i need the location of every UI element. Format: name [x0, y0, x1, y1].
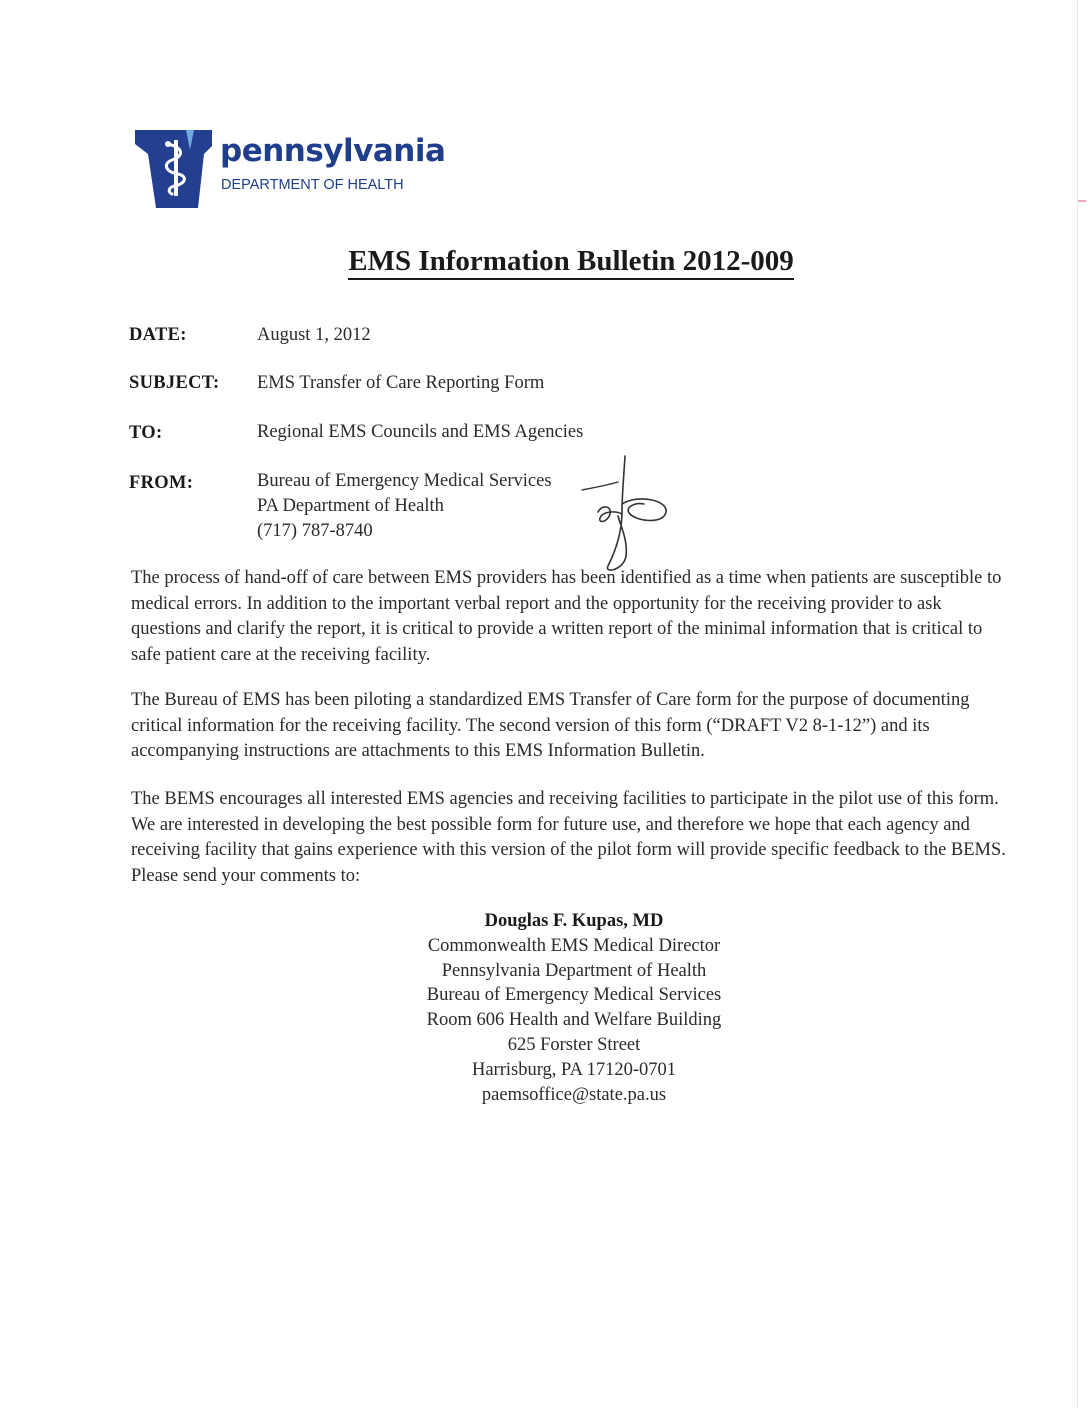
- scan-mark: [1078, 200, 1086, 202]
- scan-edge-line: [1077, 0, 1078, 1408]
- from-line-2: PA Department of Health: [257, 496, 444, 516]
- from-label: FROM:: [129, 473, 194, 493]
- contact-email: paemsoffice@state.pa.us: [481, 1084, 667, 1105]
- handwritten-signature: [578, 454, 678, 574]
- logo-department: DEPARTMENT OF HEALTH: [221, 177, 404, 193]
- paragraph-1: The process of hand-off of care between EMS providers has been identified as a time when patients are susceptible to medical errors. In addition to the important verbal report and the opportunity for the receiving provider to ask questions and clarify the report, it is critical to provide a written report of the minimal information that is critical to safe patient care at the receiving facility.: [131, 568, 1002, 665]
- contact-address-block: [374, 909, 774, 1107]
- bulletin-title-text: EMS Information Bulletin 2012-009: [348, 245, 794, 280]
- from-line-3: (717) 787-8740: [257, 521, 373, 541]
- pa-health-logo: [132, 126, 462, 208]
- date-label: DATE:: [129, 325, 187, 345]
- keystone-caduceus-icon: [132, 126, 214, 208]
- from-line-1: Bureau of Emergency Medical Services: [257, 471, 552, 491]
- contact-line-department: Pennsylvania Department of Health: [441, 960, 707, 981]
- subject-value: EMS Transfer of Care Reporting Form: [257, 373, 545, 393]
- contact-line-room: Room 606 Health and Welfare Building: [426, 1010, 722, 1031]
- bulletin-title: [0, 241, 1088, 281]
- logo-wordmark: pennsylvania: [220, 133, 446, 169]
- contact-line-title: Commonwealth EMS Medical Director: [427, 935, 721, 956]
- to-value: Regional EMS Councils and EMS Agencies: [257, 422, 584, 442]
- paragraph-3: The BEMS encourages all interested EMS agencies and receiving facilities to participate in the pilot use of this form. We are interested in developing the best possible form for future use, and therefore we hope that each agency and receiving facility that gains experience with this version of the pilot form will provide specific feedback to the BEMS. Please send your comments to:: [131, 789, 1006, 886]
- date-value: August 1, 2012: [257, 325, 371, 345]
- subject-label: SUBJECT:: [129, 373, 220, 393]
- to-label: TO:: [129, 423, 163, 443]
- contact-line-street: 625 Forster Street: [507, 1034, 641, 1055]
- contact-line-bureau: Bureau of Emergency Medical Services: [426, 985, 722, 1006]
- contact-name: Douglas F. Kupas, MD: [484, 911, 664, 931]
- paragraph-2: The Bureau of EMS has been piloting a standardized EMS Transfer of Care form for the purpose of documenting critical information for the receiving facility. The second version of this form (“DRAFT V2 8-1-12”) and its accompanying instructions are attachments to this EMS Information Bulletin.: [131, 690, 970, 761]
- contact-line-city: Harrisburg, PA 17120-0701: [471, 1059, 677, 1080]
